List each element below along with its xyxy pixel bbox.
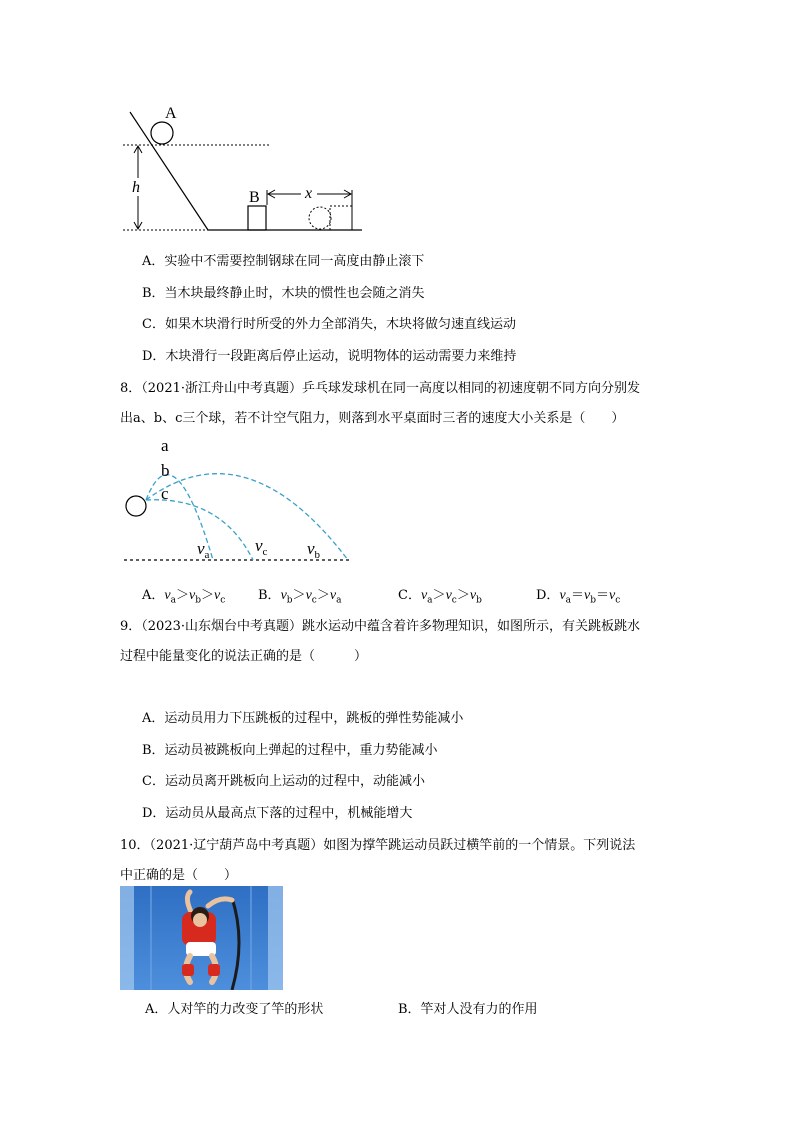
label-c: c (161, 484, 169, 503)
q9-option-d[interactable]: D．运动员从最高点下落的过程中，机械能增大 (142, 806, 413, 821)
trajectory-b (146, 474, 348, 560)
label-h: h (132, 179, 140, 196)
block-b (248, 206, 266, 230)
q8-option-b[interactable]: B．$v_b>v_c>v_a$ (258, 588, 342, 606)
q7-option-a[interactable]: A．实验中不需要控制钢球在同一高度由静止滚下 (142, 254, 425, 269)
label-x: x (305, 185, 313, 202)
q8-stem-line1: 8．（2021·浙江舟山中考真题）乒乓球发球机在同一高度以相同的初速度朝不同方向分别发 (120, 381, 640, 396)
q7-option-b[interactable]: B．当木块最终静止时，木块的惯性也会随之消失 (142, 286, 425, 301)
q10-stem-line2: 中正确的是（ ） (120, 868, 238, 883)
label-b: B (249, 189, 260, 206)
incline-slope (130, 112, 208, 230)
q8-stem-line2: 出a、b、c三个球，若不计空气阻力，则落到水平桌面时三者的速度大小关系是（ ） (120, 411, 625, 426)
q8-option-c[interactable]: C．$v_a>v_c>v_b$ (398, 588, 482, 606)
q9-option-a[interactable]: A．运动员用力下压跳板的过程中，跳板的弹性势能减小 (142, 711, 464, 726)
block-dashed-position (330, 206, 352, 230)
velocity-c-label: $v_c$ (255, 536, 268, 558)
q9-stem-line1: 9．（2023·山东烟台中考真题）跳水运动中蕴含着许多物理知识，如图所示，有关跳板跳水 (120, 619, 640, 634)
velocity-a-label: $v_a$ (197, 539, 210, 561)
q10-stem-line1: 10．（2021·辽宁葫芦岛中考真题）如图为撑竿跳运动员跃过横竿前的一个情景。下列说法 (120, 838, 636, 853)
ball-dashed-position (309, 207, 331, 229)
q9-option-c[interactable]: C．运动员离开跳板向上运动的过程中，动能减小 (142, 774, 425, 789)
q7-option-c[interactable]: C．如果木块滑行时所受的外力全部消失，木块将做匀速直线运动 (142, 317, 516, 332)
q8-option-d[interactable]: D．$v_a=v_b=v_c$ (536, 588, 621, 606)
q7-option-d[interactable]: D．木块滑行一段距离后停止运动，说明物体的运动需要力来维持 (142, 349, 517, 364)
q8-option-a[interactable]: A．$v_a>v_b>v_c$ (142, 588, 226, 606)
q10-option-b[interactable]: B．竿对人没有力的作用 (398, 1002, 538, 1017)
q9-stem-line2: 过程中能量变化的说法正确的是（ ） (120, 649, 368, 664)
trajectory-figure (118, 434, 363, 564)
label-a: A (165, 105, 177, 122)
velocity-b-label: $v_b$ (307, 539, 321, 561)
q9-option-b[interactable]: B．运动员被跳板向上弹起的过程中，重力势能减小 (142, 743, 438, 758)
pole-vault-photo (120, 886, 283, 990)
label-a: a (161, 436, 169, 455)
incline-figure (110, 100, 370, 240)
launcher-ball (126, 496, 146, 516)
ball-a (151, 122, 173, 144)
label-b: b (161, 461, 170, 480)
q10-option-a[interactable]: A．人对竿的力改变了竿的形状 (145, 1002, 324, 1017)
